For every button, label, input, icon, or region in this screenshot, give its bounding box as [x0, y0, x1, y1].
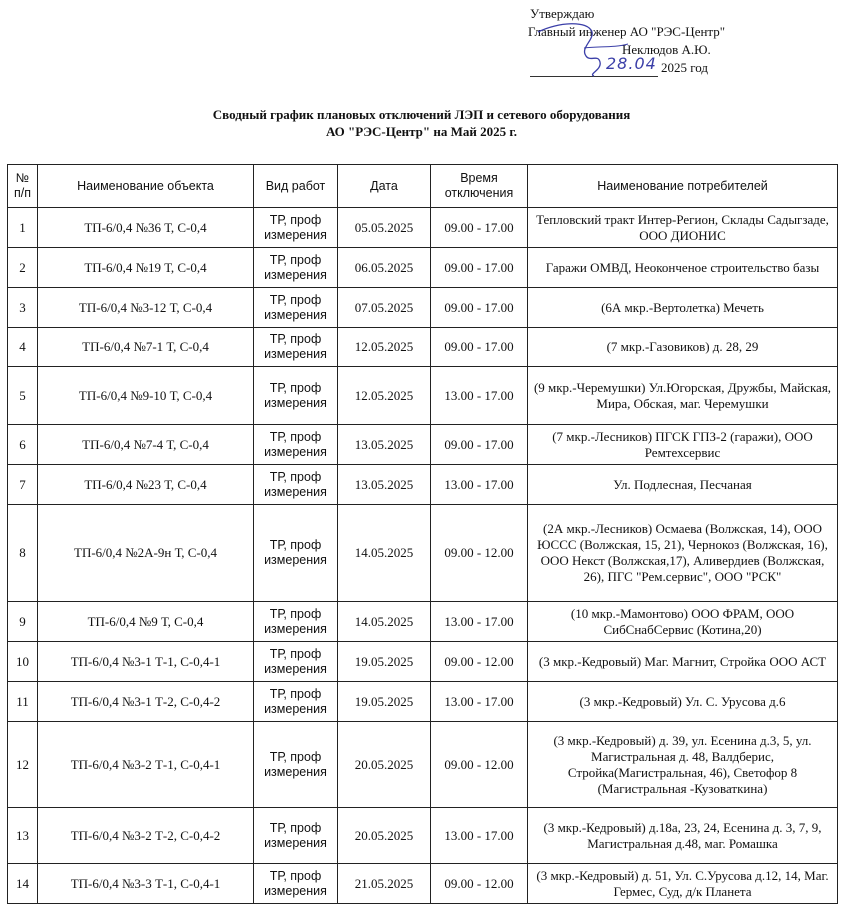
cell-num: 3 [8, 288, 38, 328]
cell-consumers: (3 мкр.-Кедровый) д. 39, ул. Есенина д.3, 5, ул. Магистральная д. 48, Валдберис, Стройка(Магистральная, 46), Светофор 8 (Магистральная -Кузоваткина) [528, 722, 838, 808]
table-row [8, 642, 838, 682]
cell-date: 14.05.2025 [338, 602, 431, 642]
cell-num: 4 [8, 328, 38, 367]
cell-time: 09.00 - 17.00 [431, 328, 528, 367]
table-row [8, 808, 838, 864]
cell-work: ТР, проф измерения [254, 864, 338, 904]
cell-date: 13.05.2025 [338, 425, 431, 465]
cell-work: ТР, проф измерения [254, 367, 338, 425]
cell-object: ТП-6/0,4 №9 Т, С-0,4 [38, 602, 254, 642]
cell-object: ТП-6/0,4 №2А-9н Т, С-0,4 [38, 505, 254, 602]
cell-date: 21.05.2025 [338, 864, 431, 904]
cell-work: ТР, проф измерения [254, 208, 338, 248]
cell-consumers: (7 мкр.-Лесников) ПГСК ГПЗ-2 (гаражи), ООО Ремтехсервис [528, 425, 838, 465]
cell-object: ТП-6/0,4 №9-10 Т, С-0,4 [38, 367, 254, 425]
cell-time: 09.00 - 17.00 [431, 288, 528, 328]
outage-schedule-table [7, 164, 838, 904]
cell-date: 19.05.2025 [338, 682, 431, 722]
cell-date: 14.05.2025 [338, 505, 431, 602]
cell-date: 07.05.2025 [338, 288, 431, 328]
title-line-2: АО "РЭС-Центр" на Май 2025 г. [325, 124, 518, 139]
cell-time: 09.00 - 17.00 [431, 248, 528, 288]
cell-object: ТП-6/0,4 №7-4 Т, С-0,4 [38, 425, 254, 465]
cell-num: 5 [8, 367, 38, 425]
table-row [8, 864, 838, 904]
cell-date: 20.05.2025 [338, 808, 431, 864]
header-consumers: Наименование потребителей [528, 165, 838, 208]
table-row [8, 367, 838, 425]
cell-date: 20.05.2025 [338, 722, 431, 808]
approval-date [528, 54, 788, 79]
cell-num: 8 [8, 505, 38, 602]
cell-num: 12 [8, 722, 38, 808]
table-row [8, 465, 838, 505]
cell-num: 6 [8, 425, 38, 465]
cell-consumers: Гаражи ОМВД, Неоконченое строительство базы [528, 248, 838, 288]
cell-time: 09.00 - 17.00 [431, 425, 528, 465]
cell-object: ТП-6/0,4 №3-2 Т-1, С-0,4-1 [38, 722, 254, 808]
table-row [8, 505, 838, 602]
cell-time: 13.00 - 17.00 [431, 367, 528, 425]
cell-work: ТР, проф измерения [254, 602, 338, 642]
approval-block [528, 5, 788, 79]
cell-consumers: (7 мкр.-Газовиков) д. 28, 29 [528, 328, 838, 367]
cell-work: ТР, проф измерения [254, 425, 338, 465]
cell-consumers: Ул. Подлесная, Песчаная [528, 465, 838, 505]
cell-work: ТР, проф измерения [254, 682, 338, 722]
cell-consumers: (9 мкр.-Черемушки) Ул.Югорская, Дружбы, Майская, Мира, Обская, маг. Черемушки [528, 367, 838, 425]
header-work: Вид работ [254, 165, 338, 208]
cell-time: 13.00 - 17.00 [431, 808, 528, 864]
cell-date: 05.05.2025 [338, 208, 431, 248]
table-row [8, 248, 838, 288]
header-date: Дата [338, 165, 431, 208]
table-header-row [8, 165, 838, 208]
table-row [8, 328, 838, 367]
cell-consumers: (6А мкр.-Вертолетка) Мечеть [528, 288, 838, 328]
cell-date: 06.05.2025 [338, 248, 431, 288]
cell-consumers: (2А мкр.-Лесников) Осмаева (Волжская, 14), ООО ЮССС (Волжская, 15, 21), Чернокоз (Волжская, 16), ООО Некст (Волжская,17), Аливердиев (Волжская, 26), ПГС "Рем.сервис", ООО "РСК" [528, 505, 838, 602]
cell-num: 7 [8, 465, 38, 505]
approver-position: Главный инженер АО "РЭС-Центр" [528, 24, 726, 39]
cell-time: 09.00 - 12.00 [431, 864, 528, 904]
cell-num: 13 [8, 808, 38, 864]
approval-year: 2025 год [661, 60, 708, 75]
cell-time: 09.00 - 17.00 [431, 208, 528, 248]
cell-date: 13.05.2025 [338, 465, 431, 505]
cell-consumers: (3 мкр.-Кедровый) д. 51, Ул. С.Урусова д.12, 14, Маг. Гермес, Суд, д/к Планета [528, 864, 838, 904]
table-row [8, 425, 838, 465]
cell-work: ТР, проф измерения [254, 722, 338, 808]
table-row [8, 288, 838, 328]
cell-work: ТР, проф измерения [254, 808, 338, 864]
cell-consumers: (3 мкр.-Кедровый) Маг. Магнит, Стройка ООО АСТ [528, 642, 838, 682]
cell-consumers: (10 мкр.-Мамонтово) ООО ФРАМ, ООО СибСнабСервис (Котина,20) [528, 602, 838, 642]
header-num: № п/п [8, 165, 38, 208]
cell-work: ТР, проф измерения [254, 465, 338, 505]
cell-object: ТП-6/0,4 №3-1 Т-1, С-0,4-1 [38, 642, 254, 682]
title-line-1: Сводный график плановых отключений ЛЭП и сетевого оборудования [212, 107, 631, 122]
cell-time: 09.00 - 12.00 [431, 505, 528, 602]
cell-date: 19.05.2025 [338, 642, 431, 682]
approval-caption: Утверждаю [530, 6, 595, 21]
cell-time: 13.00 - 17.00 [431, 682, 528, 722]
cell-work: ТР, проф измерения [254, 642, 338, 682]
cell-num: 1 [8, 208, 38, 248]
cell-object: ТП-6/0,4 №3-3 Т-1, С-0,4-1 [38, 864, 254, 904]
cell-object: ТП-6/0,4 №19 Т, С-0,4 [38, 248, 254, 288]
cell-object: ТП-6/0,4 №3-12 Т, С-0,4 [38, 288, 254, 328]
cell-object: ТП-6/0,4 №23 Т, С-0,4 [38, 465, 254, 505]
approver-name: Неклюдов А.Ю. [622, 42, 711, 57]
header-time: Время отключения [431, 165, 528, 208]
cell-work: ТР, проф измерения [254, 248, 338, 288]
cell-work: ТР, проф измерения [254, 328, 338, 367]
cell-work: ТР, проф измерения [254, 288, 338, 328]
cell-time: 13.00 - 17.00 [431, 602, 528, 642]
date-underline [530, 76, 658, 77]
cell-time: 09.00 - 12.00 [431, 642, 528, 682]
cell-num: 10 [8, 642, 38, 682]
cell-object: ТП-6/0,4 №3-1 Т-2, С-0,4-2 [38, 682, 254, 722]
cell-object: ТП-6/0,4 №3-2 Т-2, С-0,4-2 [38, 808, 254, 864]
cell-object: ТП-6/0,4 №7-1 Т, С-0,4 [38, 328, 254, 367]
document-title [0, 106, 843, 140]
cell-time: 09.00 - 12.00 [431, 722, 528, 808]
cell-date: 12.05.2025 [338, 328, 431, 367]
cell-consumers: Тепловский тракт Интер-Регион, Склады Садыгзаде, ООО ДИОНИС [528, 208, 838, 248]
cell-object: ТП-6/0,4 №36 Т, С-0,4 [38, 208, 254, 248]
table-row [8, 722, 838, 808]
cell-work: ТР, проф измерения [254, 505, 338, 602]
cell-num: 2 [8, 248, 38, 288]
table-row [8, 602, 838, 642]
handwritten-date: 28.04 [606, 54, 657, 73]
cell-consumers: (3 мкр.-Кедровый) Ул. С. Урусова д.6 [528, 682, 838, 722]
table-row [8, 682, 838, 722]
cell-num: 9 [8, 602, 38, 642]
cell-consumers: (3 мкр.-Кедровый) д.18а, 23, 24, Есенина д. 3, 7, 9, Магистральная д.48, маг. Ромашка [528, 808, 838, 864]
cell-num: 11 [8, 682, 38, 722]
table-row [8, 208, 838, 248]
cell-num: 14 [8, 864, 38, 904]
header-object: Наименование объекта [38, 165, 254, 208]
cell-date: 12.05.2025 [338, 367, 431, 425]
cell-time: 13.00 - 17.00 [431, 465, 528, 505]
